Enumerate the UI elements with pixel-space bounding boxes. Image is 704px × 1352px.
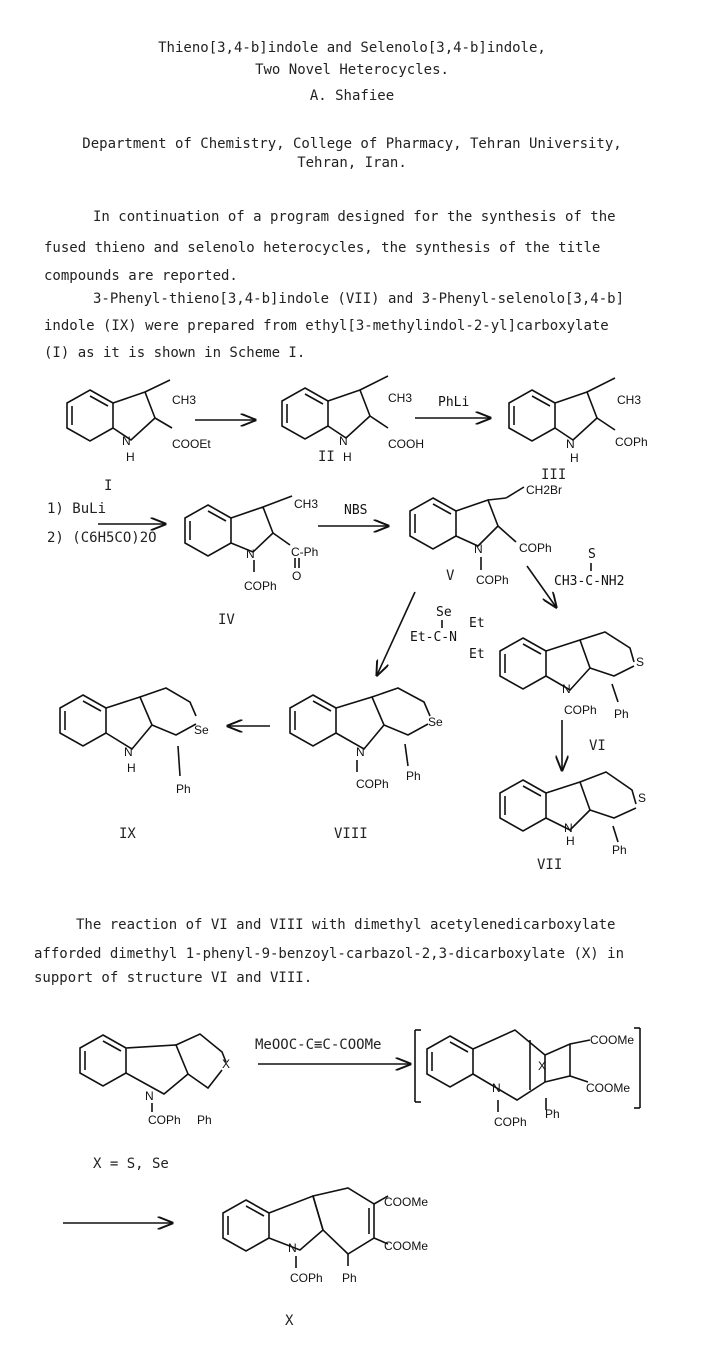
compound-VI-structure	[500, 632, 644, 721]
svg-text:Se: Se	[436, 605, 452, 620]
svg-text:CH3: CH3	[172, 393, 197, 407]
body-p3-line2: afforded dimethyl 1-phenyl-9-benzoyl-carbazol-2,3-dicarboxylate (X) in	[34, 946, 625, 962]
svg-text:COPh: COPh	[564, 703, 597, 717]
compound-II-structure	[282, 376, 424, 464]
body-p3-line1: The reaction of VI and VIII with dimethyl acetylenedicarboxylate	[76, 917, 616, 933]
svg-text:S: S	[636, 655, 645, 669]
svg-text:Ph: Ph	[612, 843, 627, 857]
intro-p1-line2: fused thieno and selenolo heterocycles, the synthesis of the title	[44, 240, 601, 256]
compound-label-VIII: VIII	[334, 826, 368, 842]
svg-text:X: X	[538, 1059, 547, 1073]
svg-text:COPh: COPh	[494, 1115, 527, 1129]
compound-label-II: II	[318, 449, 335, 465]
compound-III-structure	[509, 378, 648, 465]
svg-text:COPh: COPh	[476, 573, 509, 587]
title-line-1: Thieno[3,4-b]indole and Selenolo[3,4-b]indole,	[158, 40, 546, 56]
svg-text:C-Ph: C-Ph	[291, 545, 319, 559]
svg-text:N: N	[288, 1241, 297, 1255]
svg-text:CH3: CH3	[388, 391, 413, 405]
svg-text:H: H	[127, 761, 136, 775]
svg-text:S: S	[588, 547, 596, 562]
scheme-2-product-X	[223, 1188, 428, 1285]
reagent-benzoyl-anhydride: 2) (C6H5CO)2O	[47, 530, 157, 546]
svg-text:Ph: Ph	[197, 1113, 212, 1127]
svg-text:Ph: Ph	[614, 707, 629, 721]
scheme-2-intermediate	[415, 1028, 640, 1129]
compound-label-X: X	[285, 1313, 294, 1329]
reagent-dmad: MeOOC-C≡C-COOMe	[255, 1037, 382, 1053]
svg-text:COOEt: COOEt	[172, 437, 211, 451]
svg-text:N: N	[566, 437, 575, 451]
svg-text:H: H	[566, 834, 575, 848]
reagent-buli: 1) BuLi	[47, 501, 107, 517]
author: A. Shafiee	[309, 88, 395, 104]
compound-IX-structure	[60, 688, 209, 796]
svg-text:S: S	[638, 791, 647, 805]
svg-text:H: H	[126, 450, 135, 464]
svg-text:O: O	[292, 569, 302, 583]
reagent-nbs: NBS	[344, 503, 368, 518]
svg-text:COPh: COPh	[615, 435, 648, 449]
x-definition: X = S, Se	[93, 1156, 169, 1172]
svg-text:H: H	[343, 450, 352, 464]
svg-text:Et: Et	[469, 647, 485, 662]
svg-text:Ph: Ph	[342, 1271, 357, 1285]
compound-label-VI: VI	[589, 738, 606, 754]
svg-text:X: X	[222, 1057, 231, 1071]
compound-label-IX: IX	[119, 826, 136, 842]
svg-text:H: H	[570, 451, 579, 465]
svg-text:Ph: Ph	[545, 1107, 560, 1121]
svg-text:COPh: COPh	[244, 579, 277, 593]
body-p3-line3: support of structure VI and VIII.	[34, 970, 313, 986]
compound-I-structure	[67, 380, 211, 464]
affiliation-line-1: Department of Chemistry, College of Pharmacy, Tehran University,	[82, 136, 622, 152]
svg-text:N: N	[339, 434, 348, 448]
svg-text:N: N	[562, 682, 571, 696]
svg-text:N: N	[492, 1081, 501, 1095]
svg-text:COOMe: COOMe	[586, 1081, 631, 1095]
svg-text:N: N	[246, 547, 255, 561]
reagent-phli: PhLi	[438, 395, 470, 410]
compound-VII-structure	[500, 772, 646, 857]
svg-text:N: N	[564, 821, 573, 835]
svg-text:Se: Se	[194, 723, 209, 737]
compound-VIII-structure	[290, 688, 443, 791]
intro-p2-line1: 3-Phenyl-thieno[3,4-b]indole (VII) and 3-Phenyl-selenolo[3,4-b]	[93, 291, 625, 307]
reagent-thioacetamide: CH3-C-NH2	[554, 574, 625, 589]
svg-text:N: N	[145, 1089, 154, 1103]
svg-text:Ph: Ph	[406, 769, 421, 783]
affiliation-line-2: Tehran, Iran.	[297, 155, 407, 171]
svg-text:N: N	[474, 542, 483, 556]
compound-label-V: V	[446, 568, 455, 584]
svg-text:COOMe: COOMe	[384, 1239, 429, 1253]
compound-label-IV: IV	[218, 612, 235, 628]
intro-p1-line1: In continuation of a program designed for the synthesis of the	[93, 209, 616, 225]
svg-text:N: N	[124, 745, 133, 759]
svg-text:COOMe: COOMe	[384, 1195, 429, 1209]
intro-p2-line3: (I) as it is shown in Scheme I.	[44, 345, 306, 361]
svg-text:COPh: COPh	[290, 1271, 323, 1285]
svg-text:CH3: CH3	[617, 393, 642, 407]
compound-IV-structure	[185, 496, 318, 593]
svg-text:CH2Br: CH2Br	[526, 483, 563, 497]
svg-text:N: N	[356, 745, 365, 759]
compound-label-VII: VII	[537, 857, 563, 873]
title-line-2: Two Novel Heterocycles.	[255, 62, 449, 78]
svg-text:COPh: COPh	[148, 1113, 181, 1127]
svg-text:COOMe: COOMe	[590, 1033, 635, 1047]
svg-text:Et: Et	[469, 616, 485, 631]
intro-p2-line2: indole (IX) were prepared from ethyl[3-methylindol-2-yl]carboxylate	[44, 318, 609, 334]
svg-text:COPh: COPh	[519, 541, 552, 555]
reagent-selenoamide: Et-C-N	[410, 630, 457, 645]
svg-text:COPh: COPh	[356, 777, 389, 791]
compound-V-structure	[410, 483, 562, 587]
svg-text:COOH: COOH	[388, 437, 424, 451]
svg-text:Ph: Ph	[176, 782, 191, 796]
svg-text:Se: Se	[428, 715, 443, 729]
compound-label-III: III	[541, 467, 567, 483]
svg-text:N: N	[122, 434, 131, 448]
intro-p1-line3: compounds are reported.	[44, 268, 238, 284]
scheme-2-reactant	[80, 1034, 230, 1127]
svg-text:CH3: CH3	[294, 497, 319, 511]
compound-label-I: I	[104, 478, 113, 494]
